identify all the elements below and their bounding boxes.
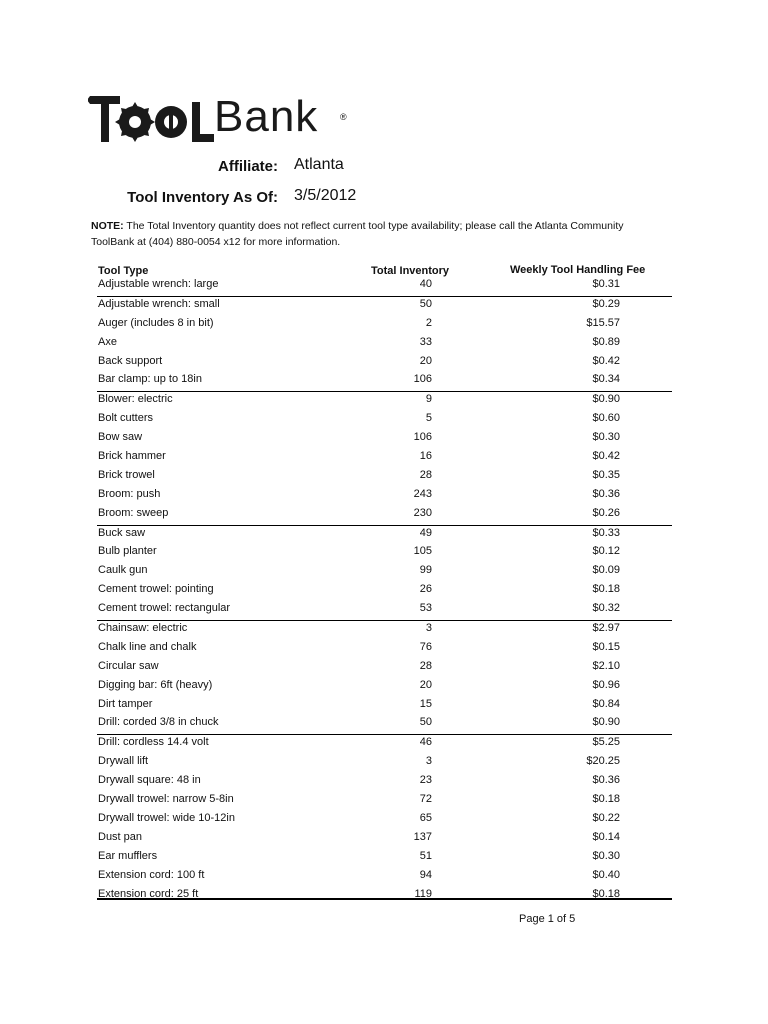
cell-tool-type: Axe (98, 335, 117, 348)
cell-tool-type: Back support (98, 354, 163, 367)
cell-total-inventory: 3 (425, 622, 432, 635)
cell-weekly-fee: $0.35 (592, 468, 620, 481)
table-row (97, 773, 672, 792)
cell-weekly-fee: $2.97 (592, 622, 620, 635)
cell-total-inventory: 16 (419, 450, 432, 463)
affiliate-label: Affiliate: (218, 158, 278, 175)
cell-total-inventory: 99 (419, 564, 432, 577)
cell-total-inventory: 26 (419, 583, 432, 596)
cell-tool-type: Ear mufflers (98, 849, 158, 862)
cell-tool-type: Caulk gun (98, 564, 148, 577)
cell-weekly-fee: $0.34 (592, 373, 620, 386)
cell-weekly-fee: $0.22 (592, 811, 620, 824)
cell-weekly-fee: $0.96 (592, 678, 620, 691)
registered-mark: ® (340, 112, 347, 122)
cell-total-inventory: 15 (419, 697, 432, 710)
cell-weekly-fee: $5.25 (592, 736, 620, 749)
table-row (97, 640, 672, 659)
cell-total-inventory: 40 (419, 278, 432, 290)
cell-weekly-fee: $0.33 (592, 526, 620, 539)
table-row (97, 526, 672, 545)
column-header-total-inventory: Total Inventory (371, 265, 450, 277)
logo-wordmark: Bank (214, 92, 319, 141)
table-row (97, 544, 672, 563)
cell-weekly-fee: $0.42 (592, 450, 620, 463)
cell-weekly-fee: $0.30 (592, 849, 620, 862)
cell-tool-type: Adjustable wrench: small (98, 297, 220, 310)
cell-total-inventory: 53 (419, 602, 432, 615)
table-row (97, 335, 672, 354)
cell-weekly-fee: $20.25 (586, 755, 620, 768)
cell-weekly-fee: $0.84 (592, 697, 620, 710)
cell-tool-type: Bow saw (98, 431, 143, 444)
cell-total-inventory: 72 (419, 793, 432, 806)
cell-total-inventory: 106 (413, 431, 432, 444)
table-row (97, 849, 672, 868)
cell-total-inventory: 94 (419, 868, 432, 881)
cell-tool-type: Auger (includes 8 in bit) (98, 316, 214, 329)
cell-tool-type: Drill: cordless 14.4 volt (98, 736, 209, 749)
table-row (97, 506, 672, 526)
cell-weekly-fee: $15.57 (586, 316, 620, 329)
cell-weekly-fee: $0.18 (592, 793, 620, 806)
cell-total-inventory: 50 (419, 297, 432, 310)
cell-tool-type: Buck saw (98, 526, 146, 539)
cell-tool-type: Bulb planter (98, 545, 157, 558)
cell-tool-type: Digging bar: 6ft (heavy) (98, 678, 213, 691)
note-label: NOTE: (91, 220, 124, 232)
cell-tool-type: Broom: push (98, 487, 161, 500)
cell-tool-type: Bar clamp: up to 18in (98, 373, 202, 386)
cell-tool-type: Extension cord: 100 ft (98, 868, 205, 881)
cell-weekly-fee: $0.26 (592, 506, 620, 519)
cell-tool-type: Blower: electric (98, 393, 173, 406)
table-row (97, 621, 672, 640)
cell-total-inventory: 28 (419, 468, 432, 481)
table-row (97, 715, 672, 735)
cell-weekly-fee: $0.60 (592, 412, 620, 425)
cell-tool-type: Cement trowel: pointing (98, 583, 214, 596)
cell-total-inventory: 46 (419, 736, 432, 749)
table-row (97, 601, 672, 621)
cell-weekly-fee: $0.12 (592, 545, 620, 558)
table-row (97, 277, 672, 297)
cell-total-inventory: 2 (425, 316, 432, 329)
cell-weekly-fee: $0.90 (592, 716, 620, 729)
cell-weekly-fee: $0.29 (592, 297, 620, 310)
inventory-date-label: Tool Inventory As Of: (127, 189, 278, 206)
cell-tool-type: Drywall lift (98, 755, 149, 768)
cell-total-inventory: 243 (413, 487, 432, 500)
table-row (97, 430, 672, 449)
cell-weekly-fee: $0.31 (592, 278, 620, 290)
toolbank-logo (88, 88, 350, 146)
cell-tool-type: Adjustable wrench: large (98, 278, 219, 290)
cell-total-inventory: 28 (419, 659, 432, 672)
table-row (97, 468, 672, 487)
cell-tool-type: Drill: corded 3/8 in chuck (98, 716, 219, 729)
cell-total-inventory: 49 (419, 526, 432, 539)
table-row (97, 830, 672, 849)
cell-weekly-fee: $0.40 (592, 868, 620, 881)
table-bottom-rule (97, 898, 672, 900)
table-row (97, 792, 672, 811)
cell-total-inventory: 65 (419, 811, 432, 824)
cell-weekly-fee: $0.15 (592, 640, 620, 653)
cell-total-inventory: 20 (419, 678, 432, 691)
cell-weekly-fee: $0.09 (592, 564, 620, 577)
cell-tool-type: Dirt tamper (98, 697, 153, 710)
cell-tool-type: Circular saw (98, 659, 159, 672)
cell-tool-type: Drywall trowel: wide 10-12in (98, 811, 235, 824)
cell-total-inventory: 51 (419, 849, 432, 862)
table-row (97, 754, 672, 773)
table-row (97, 487, 672, 506)
note-text: The Total Inventory quantity does not reflect current tool type availability; please call the Atlanta Community ToolBank at (404) 880-0054 x12 for more information. (91, 220, 624, 248)
table-row (97, 354, 672, 373)
cell-total-inventory: 20 (419, 354, 432, 367)
table-row (97, 659, 672, 678)
table-row (97, 563, 672, 582)
cell-weekly-fee: $0.30 (592, 431, 620, 444)
cell-tool-type: Drywall trowel: narrow 5-8in (98, 793, 234, 806)
cell-total-inventory: 33 (419, 335, 432, 348)
table-row (97, 411, 672, 430)
cell-tool-type: Broom: sweep (98, 506, 169, 519)
table-row (97, 316, 672, 335)
table-row (97, 868, 672, 887)
cell-total-inventory: 76 (419, 640, 432, 653)
cell-weekly-fee: $0.36 (592, 774, 620, 787)
cell-tool-type: Drywall square: 48 in (98, 774, 201, 787)
cell-total-inventory: 105 (413, 545, 432, 558)
cell-total-inventory: 119 (414, 887, 432, 900)
table-row (97, 887, 672, 906)
table-row (97, 811, 672, 830)
cell-total-inventory: 9 (425, 393, 432, 406)
affiliate-value: Atlanta (294, 156, 344, 173)
cell-total-inventory: 5 (425, 412, 432, 425)
table-row (97, 297, 672, 316)
cell-weekly-fee: $2.10 (592, 659, 620, 672)
cell-weekly-fee: $0.90 (592, 393, 620, 406)
inventory-table (97, 277, 672, 905)
cell-tool-type: Dust pan (98, 830, 143, 843)
table-row (97, 449, 672, 468)
cell-tool-type: Cement trowel: rectangular (98, 602, 231, 615)
cell-tool-type: Brick trowel (98, 468, 155, 481)
cell-tool-type: Brick hammer (98, 450, 166, 463)
table-row (97, 735, 672, 754)
page-number: Page 1 of 5 (519, 913, 576, 925)
cell-weekly-fee: $0.42 (592, 354, 620, 367)
cell-weekly-fee: $0.89 (592, 335, 620, 348)
cell-weekly-fee: $0.18 (592, 887, 620, 900)
cell-weekly-fee: $0.14 (592, 830, 620, 843)
inventory-date-value: 3/5/2012 (294, 187, 357, 204)
column-header-tool-type: Tool Type (98, 265, 149, 277)
cell-weekly-fee: $0.36 (592, 487, 620, 500)
cell-total-inventory: 3 (425, 755, 432, 768)
table-row (97, 372, 672, 392)
cell-total-inventory: 230 (413, 506, 432, 519)
cell-total-inventory: 50 (419, 716, 432, 729)
cell-tool-type: Chalk line and chalk (98, 640, 197, 653)
table-row (97, 697, 672, 716)
note-paragraph (91, 219, 651, 250)
cell-tool-type: Bolt cutters (98, 412, 154, 425)
cell-tool-type: Chainsaw: electric (98, 622, 188, 635)
table-row (97, 582, 672, 601)
table-row (97, 392, 672, 411)
cell-tool-type: Extension cord: 25 ft (98, 887, 199, 900)
cell-total-inventory: 137 (413, 830, 432, 843)
cell-total-inventory: 23 (419, 774, 432, 787)
cell-weekly-fee: $0.18 (592, 583, 620, 596)
cell-weekly-fee: $0.32 (592, 602, 620, 615)
column-header-weekly-fee: Weekly Tool Handling Fee (510, 264, 646, 276)
table-row (97, 678, 672, 697)
cell-total-inventory: 106 (413, 373, 432, 386)
